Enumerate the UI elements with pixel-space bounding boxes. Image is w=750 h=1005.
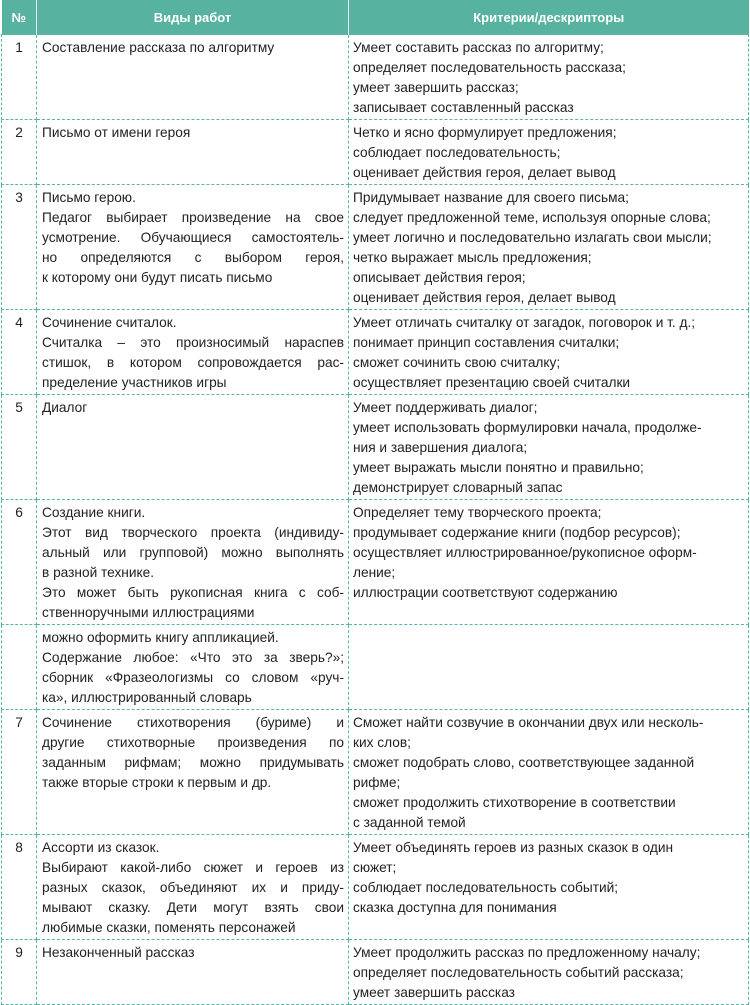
row-number [2, 625, 37, 710]
work-type-line: Это может быть рукописная книга с соб- [42, 585, 344, 600]
work-type-cell [37, 395, 349, 500]
work-type-line: Письмо от имени героя [42, 125, 191, 140]
criteria-line: оценивает действия героя, делает вывод [353, 165, 616, 180]
criteria-line: осуществляет иллюстрированное/рукописное оформ- [353, 545, 697, 560]
criteria-line: умеет использовать формулировки начала, продолже- [353, 420, 702, 435]
table-header-row [2, 0, 749, 35]
criteria-line: ких слов; [353, 735, 411, 750]
criteria-cell [349, 835, 749, 940]
work-type-line: Этот вид творческого проекта (индивиду- [42, 525, 344, 540]
criteria-line: Придумывает название для своего письма; [353, 190, 629, 205]
criteria-cell [349, 120, 749, 185]
table-body [2, 35, 749, 1005]
table-row [2, 120, 749, 185]
work-type-cell [37, 120, 349, 185]
criteria-cell [349, 185, 749, 310]
work-type-line: в разной технике. [42, 565, 155, 580]
criteria-line: Умеет отличать считалку от загадок, поговорок и т. д.; [353, 315, 696, 330]
work-type-cell [37, 500, 349, 625]
work-type-line: но определяются с выбором героя, [42, 250, 344, 265]
work-type-line: заданным рифмам; можно придумывать [42, 755, 344, 770]
work-type-line: альный или групповой) можно выполнять [42, 545, 344, 560]
criteria-line: демонстрирует словарный запас [353, 480, 563, 495]
criteria-line: умеет завершить рассказ [353, 985, 515, 1000]
table-row [2, 35, 749, 120]
criteria-line: сможет продолжить стихотворение в соответствии [353, 795, 676, 810]
work-type-cell [37, 625, 349, 710]
work-type-line: разных сказок, объединяют их и приду- [42, 880, 344, 895]
criteria-line: сможет подобрать слово, соответствующее заданной [353, 755, 695, 770]
table-row [2, 185, 749, 310]
work-type-line: усмотрение. Обучающиеся самостоятель- [42, 230, 344, 245]
table-row [2, 310, 749, 395]
row-number: 4 [2, 310, 37, 395]
header-number: № [2, 0, 37, 35]
work-type-line: мывают сказку. Дети могут взять свои [42, 900, 344, 915]
criteria-line: Сможет найти созвучие в окончании двух или несколь- [353, 715, 704, 730]
criteria-line: с заданной темой [353, 815, 466, 830]
row-number: 6 [2, 500, 37, 625]
row-number: 2 [2, 120, 37, 185]
criteria-line: Умеет объединять героев из разных сказок в один [353, 840, 674, 855]
criteria-line: понимает принцип составления считалки; [353, 335, 620, 350]
work-type-line: Письмо герою. [42, 190, 136, 205]
header-criteria: Критерии/дескрипторы [349, 0, 749, 35]
criteria-line: Умеет продолжить рассказ по предложенному началу; [353, 945, 701, 960]
criteria-cell [349, 310, 749, 395]
criteria-line: Умеет составить рассказ по алгоритму; [353, 40, 604, 55]
work-type-line: к которому они будут писать письмо [42, 270, 273, 285]
work-type-line: Выбирают какой-либо сюжет и героев из [42, 860, 344, 875]
table-row [2, 940, 749, 1005]
criteria-line: осуществляет презентацию своей считалки [353, 375, 631, 390]
criteria-line: рифме; [353, 775, 401, 790]
criteria-cell [349, 35, 749, 120]
table-row [2, 710, 749, 835]
work-type-line: Педагог выбирает произведение на свое [42, 210, 344, 225]
criteria-line: Умеет поддерживать диалог; [353, 400, 538, 415]
work-type-line: Диалог [42, 400, 88, 415]
row-number: 8 [2, 835, 37, 940]
work-type-line: пределение участников игры [42, 375, 227, 390]
criteria-cell [349, 395, 749, 500]
work-type-line: Сочинение стихотворения (буриме) и [42, 715, 344, 730]
criteria-line: умеет логично и последовательно излагать свои мысли; [353, 230, 712, 245]
work-type-cell [37, 310, 349, 395]
work-type-line: также вторые строки к первым и др. [42, 775, 272, 790]
work-type-cell [37, 710, 349, 835]
criteria-cell [349, 625, 749, 710]
row-number: 7 [2, 710, 37, 835]
criteria-line: сможет сочинить свою считалку; [353, 355, 561, 370]
table-row [2, 625, 749, 710]
criteria-line: умеет завершить рассказ; [353, 80, 519, 95]
work-type-cell [37, 940, 349, 1005]
work-type-line: Создание книги. [42, 505, 146, 520]
row-number: 9 [2, 940, 37, 1005]
work-type-cell [37, 835, 349, 940]
work-type-line: Содержание любое: «Что это за зверь?»; [42, 650, 344, 665]
work-type-line: ственноручными иллюстрациями [42, 605, 255, 620]
criteria-cell [349, 940, 749, 1005]
row-number: 1 [2, 35, 37, 120]
criteria-line: четко выражает мысль предложения; [353, 250, 592, 265]
criteria-line: продумывает содержание книги (подбор ресурсов); [353, 525, 681, 540]
criteria-line: сказка доступна для понимания [353, 900, 557, 915]
criteria-line: иллюстрации соответствуют содержанию [353, 585, 618, 600]
header-work-types: Виды работ [37, 0, 349, 35]
criteria-cell [349, 710, 749, 835]
work-type-line: можно оформить книгу аппликацией. [42, 630, 279, 645]
criteria-line: соблюдает последовательность; [353, 145, 561, 160]
work-type-cell [37, 35, 349, 120]
work-type-line: Сочинение считалок. [42, 315, 177, 330]
table-row [2, 500, 749, 625]
criteria-line: описывает действия героя; [353, 270, 526, 285]
row-number: 5 [2, 395, 37, 500]
criteria-table [1, 0, 749, 1005]
work-type-line: Составление рассказа по алгоритму [42, 40, 275, 55]
criteria-line: определяет последовательность событий рассказа; [353, 965, 684, 980]
work-type-cell [37, 185, 349, 310]
criteria-line: определяет последовательность рассказа; [353, 60, 626, 75]
criteria-line: сюжет; [353, 860, 397, 875]
criteria-cell [349, 500, 749, 625]
row-number: 3 [2, 185, 37, 310]
criteria-line: оценивает действия героя, делает вывод [353, 290, 616, 305]
table-row [2, 835, 749, 940]
table-row [2, 395, 749, 500]
work-type-line: Ассорти из сказок. [42, 840, 160, 855]
work-type-line: Незаконченный рассказ [42, 945, 195, 960]
work-type-line: сборник «Фразеологизмы со словом «руч- [42, 670, 344, 685]
work-type-line: стишок, в котором сопровождается рас- [42, 355, 344, 370]
criteria-line: Определяет тему творческого проекта; [353, 505, 602, 520]
criteria-line: следует предложенной теме, используя опорные слова; [353, 210, 711, 225]
criteria-line: записывает составленный рассказ [353, 100, 574, 115]
work-type-line: ка», иллюстрированный словарь [42, 690, 252, 705]
criteria-line: ния и завершения диалога; [353, 440, 528, 455]
criteria-line: Четко и ясно формулирует предложения; [353, 125, 617, 140]
work-type-line: другие стихотворные произведения по [42, 735, 344, 750]
work-type-line: любимые сказки, поменять персонажей [42, 920, 296, 935]
criteria-line: соблюдает последовательность событий; [353, 880, 619, 895]
criteria-line: умеет выражать мысли понятно и правильно; [353, 460, 644, 475]
work-type-line: Считалка – это произносимый нараспев [42, 335, 344, 350]
criteria-line: ление; [353, 565, 396, 580]
